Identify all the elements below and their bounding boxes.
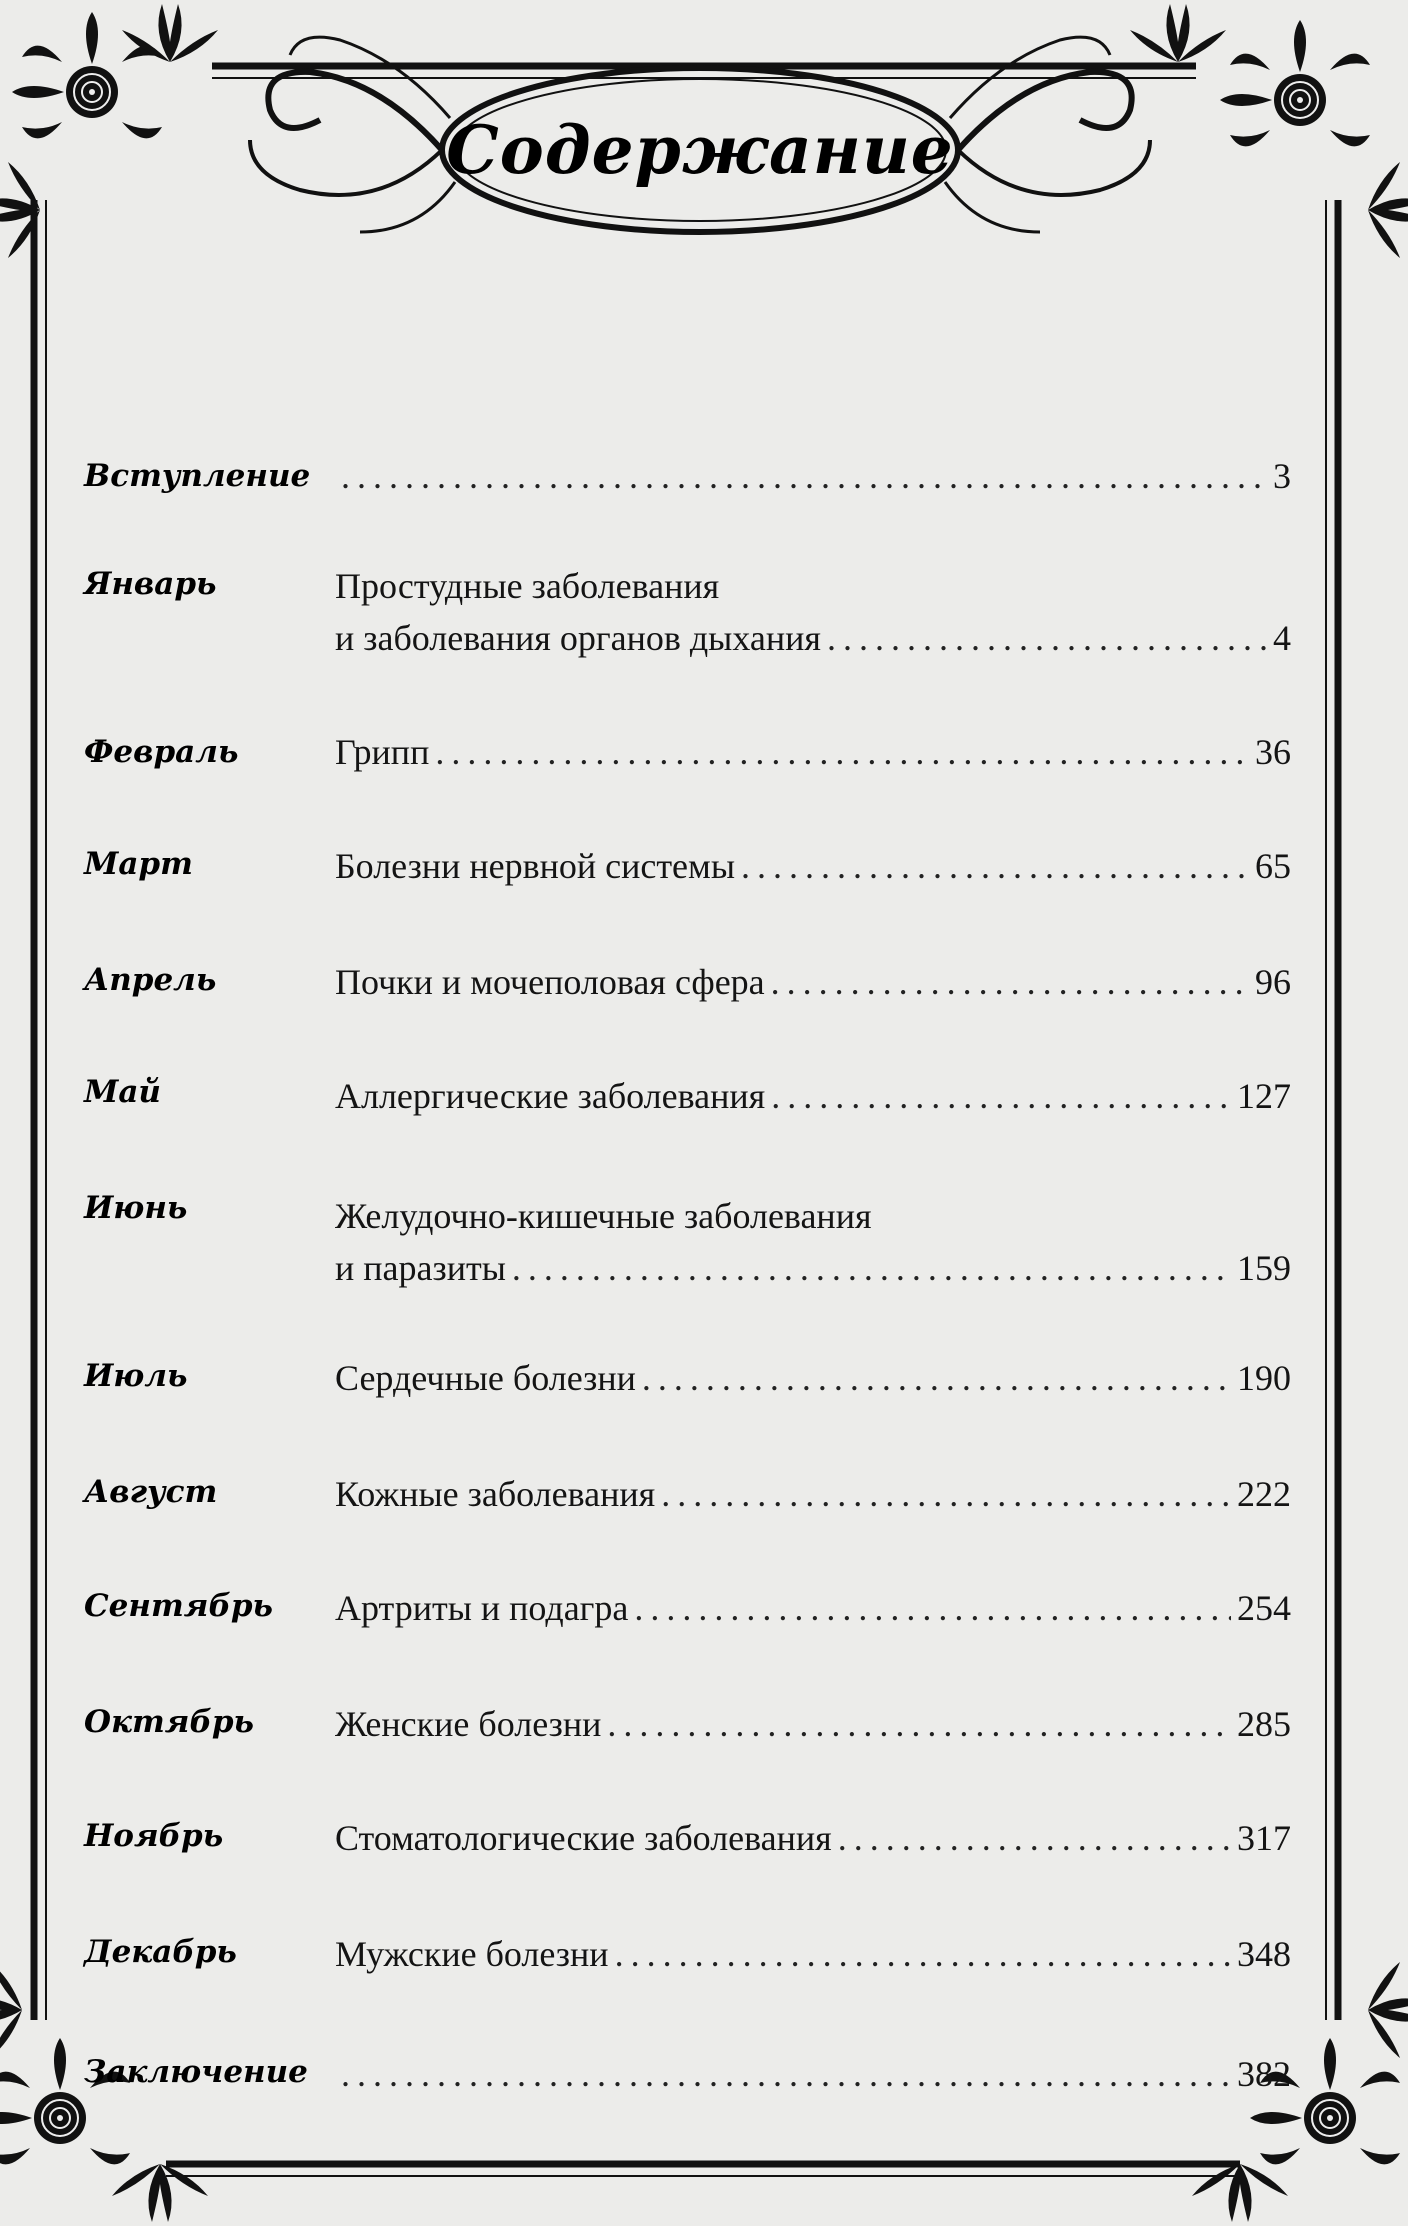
toc-page-number: 190 bbox=[1237, 1358, 1291, 1398]
dot-leader bbox=[771, 956, 1249, 1008]
dot-leader bbox=[771, 1070, 1231, 1122]
toc-page-number: 127 bbox=[1237, 1076, 1291, 1116]
toc-entry-text bbox=[335, 1070, 1291, 1122]
toc-entry-title: Почки и мочеполовая сфера bbox=[335, 962, 765, 1002]
toc-page-number: 65 bbox=[1255, 846, 1291, 886]
toc-month-label: Март bbox=[84, 846, 193, 882]
toc-entry-text bbox=[335, 1582, 1291, 1634]
dot-leader bbox=[741, 840, 1249, 892]
dot-leader bbox=[661, 1468, 1231, 1520]
toc-entry-title: Сердечные болезни bbox=[335, 1358, 636, 1398]
toc-month-label: Октябрь bbox=[84, 1704, 254, 1740]
dot-leader bbox=[827, 612, 1267, 664]
toc-entry-text bbox=[335, 1468, 1291, 1520]
toc-entry-text bbox=[335, 1698, 1291, 1750]
toc-entry-title: Женские болезни bbox=[335, 1704, 602, 1744]
toc-month-label: Июнь bbox=[84, 1190, 188, 1226]
toc-entry-title: и заболевания органов дыхания bbox=[335, 618, 821, 658]
toc-entry-title: Стоматологические заболевания bbox=[335, 1818, 832, 1858]
toc-month-label: Февраль bbox=[84, 734, 239, 770]
toc-entry-text bbox=[335, 2048, 1291, 2100]
toc-page-number: 96 bbox=[1255, 962, 1291, 1002]
page-title: Содержание bbox=[446, 111, 954, 189]
toc-entry-title: Артриты и подагра bbox=[335, 1588, 629, 1628]
toc-month-label: Август bbox=[84, 1474, 218, 1510]
toc-month-label: Заключение bbox=[84, 2054, 308, 2090]
toc-entry-title: Аллергические заболевания bbox=[335, 1076, 766, 1116]
toc-entry-title: Болезни нервной системы bbox=[335, 846, 736, 886]
toc-month-label: Май bbox=[84, 1074, 161, 1110]
toc-page-number: 3 bbox=[1273, 456, 1291, 496]
dot-leader bbox=[435, 726, 1249, 778]
toc-month-label: Ноябрь bbox=[84, 1818, 224, 1854]
toc-entry-title: Желудочно-кишечные заболевания bbox=[335, 1196, 872, 1236]
toc-entry-title: Кожные заболевания bbox=[335, 1474, 656, 1514]
dot-leader bbox=[341, 2048, 1231, 2100]
toc-entry-title: Грипп bbox=[335, 732, 430, 772]
toc-entry-title: Мужские болезни bbox=[335, 1934, 609, 1974]
toc-entry-text bbox=[335, 956, 1291, 1008]
toc-page-number: 317 bbox=[1237, 1818, 1291, 1858]
toc-entry-text bbox=[335, 1812, 1291, 1864]
toc-entry-text bbox=[335, 1190, 1291, 1294]
toc-month-label: Июль bbox=[84, 1358, 188, 1394]
dot-leader bbox=[615, 1928, 1231, 1980]
toc-page-number: 382 bbox=[1237, 2054, 1291, 2094]
toc-month-label: Январь bbox=[84, 566, 217, 602]
toc-month-label: Апрель bbox=[84, 962, 217, 998]
dot-leader bbox=[341, 450, 1267, 502]
dot-leader bbox=[634, 1582, 1231, 1634]
toc-entry-text bbox=[335, 450, 1291, 502]
toc-entry-title: Простудные заболевания bbox=[335, 566, 720, 606]
dot-leader bbox=[642, 1352, 1231, 1404]
dot-leader bbox=[838, 1812, 1231, 1864]
toc-entry-title: и паразиты bbox=[335, 1248, 506, 1288]
toc-entry-text bbox=[335, 1928, 1291, 1980]
toc-page-number: 222 bbox=[1237, 1474, 1291, 1514]
toc-page-number: 36 bbox=[1255, 732, 1291, 772]
toc-month-label: Декабрь bbox=[84, 1934, 237, 1970]
dot-leader bbox=[512, 1242, 1231, 1294]
toc-page-number: 4 bbox=[1273, 618, 1291, 658]
toc-month-label: Вступление bbox=[84, 458, 311, 494]
toc-entry-text bbox=[335, 726, 1291, 778]
toc-page-number: 285 bbox=[1237, 1704, 1291, 1744]
toc-page-number: 348 bbox=[1237, 1934, 1291, 1974]
dot-leader bbox=[607, 1698, 1231, 1750]
toc-page-number: 159 bbox=[1237, 1248, 1291, 1288]
toc-entry-text bbox=[335, 560, 1291, 664]
toc-entry-text bbox=[335, 840, 1291, 892]
toc-page-number: 254 bbox=[1237, 1588, 1291, 1628]
toc-entry-text bbox=[335, 1352, 1291, 1404]
toc-month-label: Сентябрь bbox=[84, 1588, 273, 1624]
